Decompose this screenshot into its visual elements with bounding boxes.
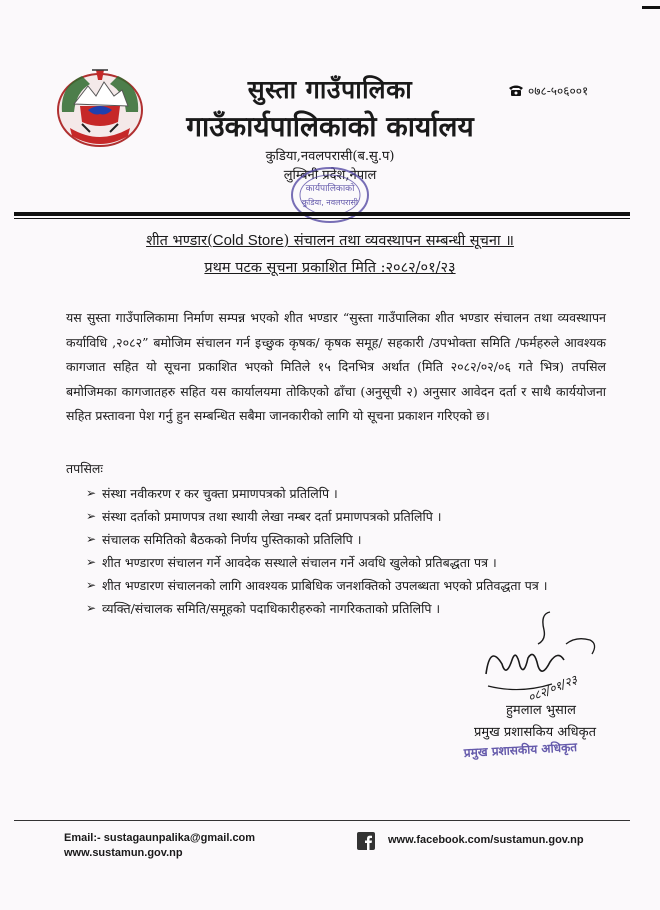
phone-number: ०७८-५०६००१: [528, 84, 589, 98]
list-item: ➢ संचालक समितिको बैठकको निर्णय पुस्तिकाको प्रतिलिपि ।: [86, 528, 626, 551]
arrow-bullet-icon: ➢: [86, 601, 97, 615]
footer-facebook: www.facebook.com/sustamun.gov.np: [388, 834, 584, 846]
list-item: ➢ शीत भण्डारण संचालनको लागि आवश्यक प्राबिधिक जनशक्तिको उपलब्धता भएको प्रतिवद्धता पत्र ।: [86, 574, 626, 597]
corner-mark: [642, 6, 660, 9]
seal-text-2: कुडिया, नवलपरासी: [302, 198, 358, 207]
designation-stamp: [458, 740, 608, 762]
footer-rule: [14, 820, 630, 821]
heading-english: Cold Store: [212, 232, 284, 249]
signer-name: हुमलाल भुसाल: [506, 703, 576, 718]
list-item: ➢ संस्था नवीकरण र कर चुक्ता प्रमाणपत्रको प्रतिलिपि ।: [86, 482, 626, 505]
footer-website: www.sustamun.gov.np: [64, 847, 183, 859]
office-name: सुस्ता गाउँपालिका: [247, 75, 413, 104]
handwritten-signature: [480, 604, 610, 714]
seal-text-1: कार्यपालिकाको: [305, 184, 355, 194]
header-rule-thin: [14, 218, 630, 219]
notice-body: यस सुस्ता गाउँपालिकामा निर्माण सम्पन्न भएको शीत भण्डार “सुस्ता गाउँपालिका शीत भण्डार संचालन तथा व्यवस्थापन कर्याविधि ,२०८२” बमोजिम संचालन गर्न इच्छुक कृषक/ कृषक समूह/ सहकारी /उपभोक्ता समिति /फर्महरुले आवश्यक कागजात सहित यो सूचना प्रकाशित भएको मितिले १५ दिनभित्र अर्थात (मिति २०८२/०२/०६ गते भित्र) तपसिल बमोजिमका कागजातहरु सहित यस कार्यालयमा तोकिएको ढाँचा (अनुसूची २) अनुसार आवेदन दर्ता र साथै कार्ययोजना सहित प्रस्तावना पेश गर्नु हुन सम्बन्धित सबैमा जानकारीको लागि यो सूचना प्रकाशन गरिएको छ।: [66, 310, 606, 423]
arrow-bullet-icon: ➢: [86, 532, 97, 546]
heading-part-1: शीत भण्डार(: [146, 233, 213, 249]
office-title: गाउँकार्यपालिकाको कार्यालय: [186, 110, 474, 143]
signer-designation: प्रमुख प्रशासकिय अधिकृत: [473, 725, 597, 740]
stamp-text: प्रमुख प्रशासकीय अधिकृत: [463, 740, 578, 760]
address-line-2: लुम्बिनी प्रदेश,नेपाल: [283, 168, 377, 183]
arrow-bullet-icon: ➢: [86, 555, 97, 569]
arrow-bullet-icon: ➢: [86, 509, 97, 523]
telephone-icon: [508, 84, 524, 97]
facebook-icon: [357, 832, 375, 850]
address-line-1: कुडिया,नवलपरासी(ब.सु.प): [265, 149, 395, 164]
notice-heading: [0, 230, 660, 250]
arrow-bullet-icon: ➢: [86, 578, 97, 592]
details-label: तपसिलः: [66, 461, 103, 476]
phone-contact: [508, 82, 588, 99]
list-item: ➢ संस्था दर्ताको प्रमाणपत्र तथा स्थायी लेखा नम्बर दर्ता प्रमाणपत्रको प्रतिलिपि ।: [86, 505, 626, 528]
list-item: ➢ व्यक्ति/संचालक समिति/समूहको पदाधिकारीहरुको नागरिकताको प्रतिलिपि ।: [86, 597, 626, 620]
document-list: [86, 482, 626, 620]
notice-publish-date: प्रथम पटक सूचना प्रकाशित मिति :२०८२/०१/२३: [204, 260, 456, 276]
office-seal-stamp: [288, 164, 372, 226]
arrow-bullet-icon: ➢: [86, 486, 97, 500]
heading-part-2: ) संचालन तथा व्यवस्थापन सम्बन्धी सूचना ॥: [283, 233, 514, 249]
header-rule-thick: [14, 212, 630, 216]
footer-email: Email:- sustagaunpalika@gmail.com: [64, 832, 256, 844]
list-item: ➢ शीत भण्डारण संचालन गर्ने आवदेक सस्थाले संचालन गर्ने अवधि खुलेको प्रतिबद्धता पत्र ।: [86, 551, 626, 574]
signature-date: ०८२/०१/२३: [525, 672, 580, 705]
